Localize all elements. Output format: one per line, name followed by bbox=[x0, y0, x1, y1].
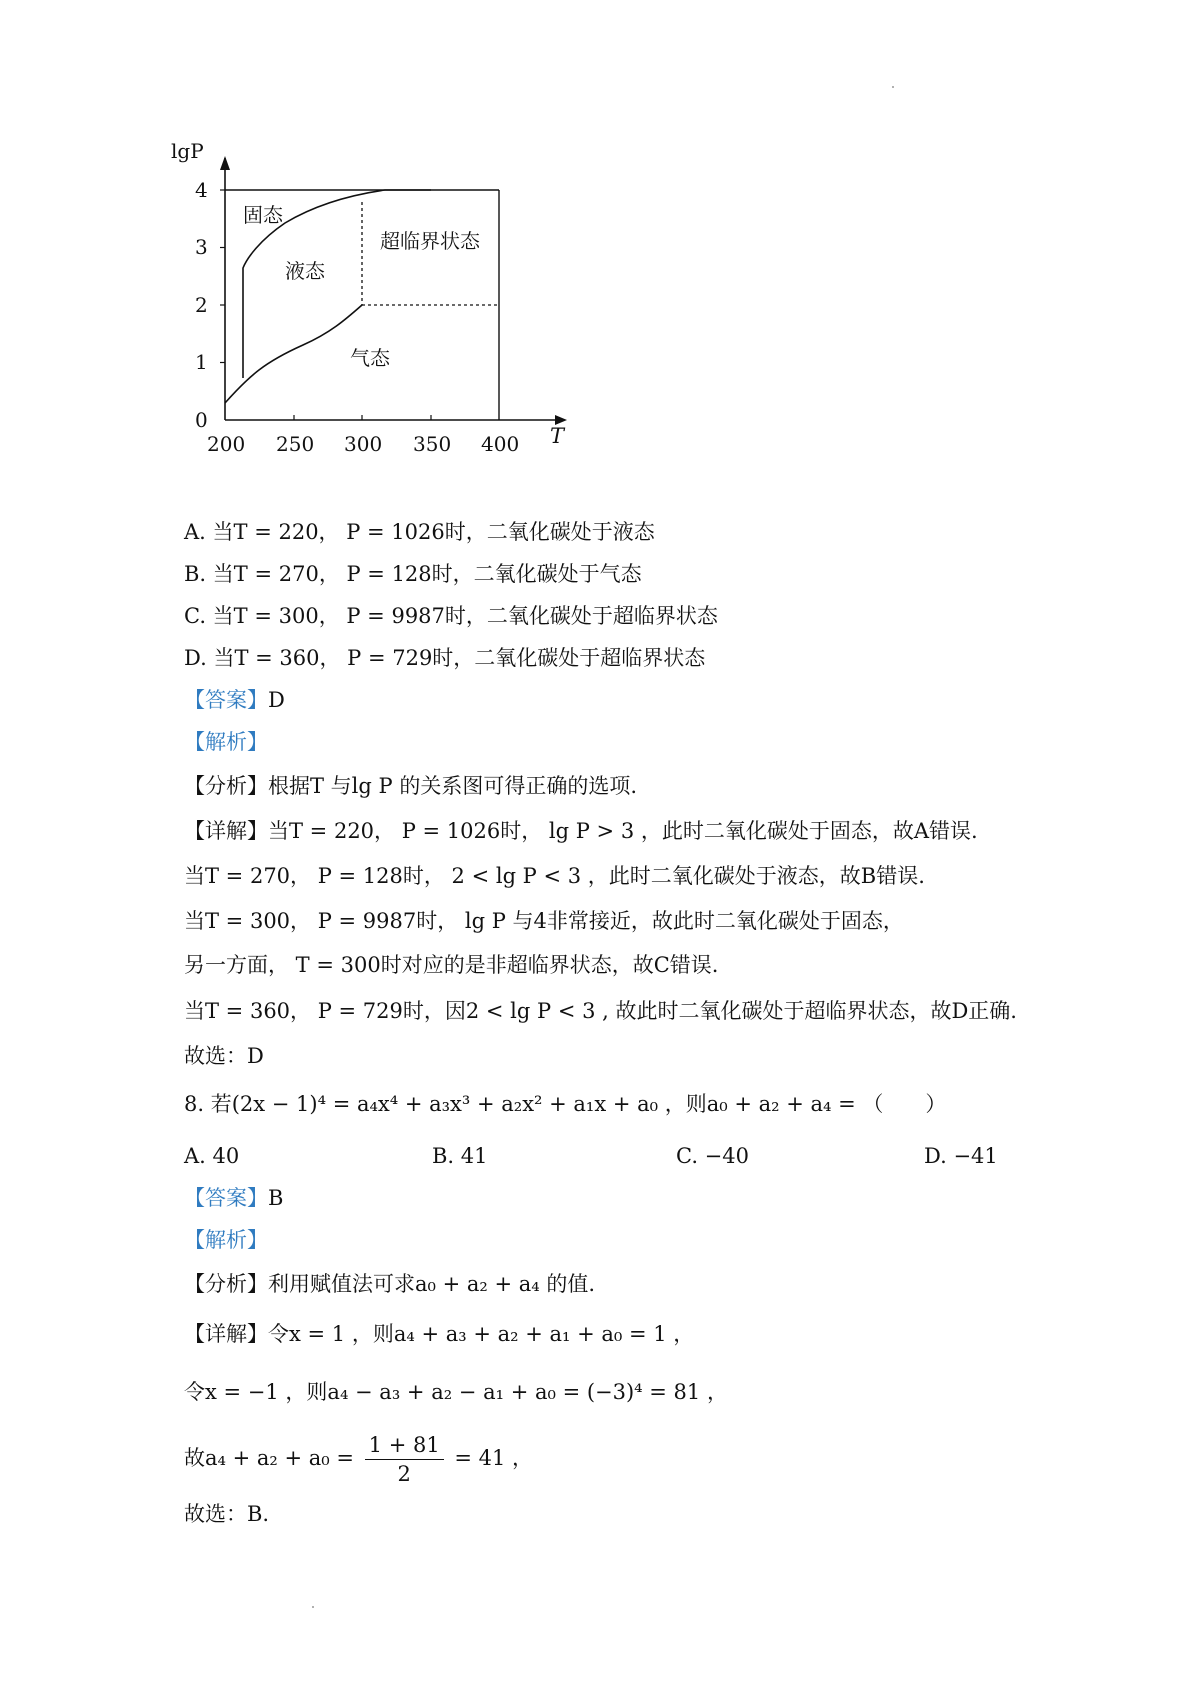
phase-diagram-svg bbox=[165, 140, 575, 470]
region-supercritical-label: 超临界状态 bbox=[380, 229, 480, 253]
q7-option-a: A. 当T = 220， P = 1026时，二氧化碳处于液态 bbox=[184, 520, 655, 544]
q8-fenxi: 【分析】利用赋值法可求a₀ + a₂ + a₄ 的值. bbox=[184, 1272, 596, 1296]
y-tick-3: 3 bbox=[195, 235, 208, 259]
q8-answer-line bbox=[184, 1183, 283, 1213]
q8-fraction bbox=[365, 1431, 444, 1488]
q7-detail-4: 另一方面， T = 300时对应的是非超临界状态，故C错误. bbox=[184, 953, 719, 977]
q8-analysis-tag: 【解析】 bbox=[184, 1228, 268, 1252]
q7-fenxi: 【分析】根据T 与lg P 的关系图可得正确的选项. bbox=[184, 774, 637, 798]
y-axis-arrow bbox=[220, 156, 230, 170]
q8-option-b: B. 41 bbox=[432, 1144, 488, 1168]
q8-option-a: A. 40 bbox=[184, 1144, 240, 1168]
region-liquid-label: 液态 bbox=[285, 259, 325, 283]
gas-liquid-curve bbox=[225, 305, 362, 403]
q8-detail-3-suffix: = 41 ， bbox=[454, 1446, 534, 1470]
q7-detail-2: 当T = 270， P = 128时， 2 < lg P < 3 ，此时二氧化碳处于液态，故B错误. bbox=[184, 864, 925, 888]
q8-stem: 8. 若(2x − 1)⁴ = a₄x⁴ + a₃x³ + a₂x² + a₁x + a₀ ，则a₀ + a₂ + a₄ = （ ） bbox=[184, 1092, 947, 1116]
scan-dot-top bbox=[892, 86, 894, 88]
q7-detail-3: 当T = 300， P = 9987时， lg P 与4非常接近，故此时二氧化碳处于固态， bbox=[184, 909, 904, 933]
q8-detail-3-prefix: 故a₄ + a₂ + a₀ = bbox=[184, 1446, 354, 1470]
scan-dot-bottom bbox=[312, 1606, 314, 1608]
q8-detail-3 bbox=[184, 1428, 533, 1488]
q7-choose: 故选：D bbox=[184, 1044, 264, 1068]
q8-option-c: C. −40 bbox=[676, 1144, 749, 1168]
q8-detail-1: 【详解】令x = 1 ，则a₄ + a₃ + a₂ + a₁ + a₀ = 1 ， bbox=[184, 1322, 695, 1346]
y-tick-2: 2 bbox=[195, 293, 208, 317]
x-tick-200: 200 bbox=[207, 432, 246, 456]
x-tick-300: 300 bbox=[344, 432, 383, 456]
q8-fraction-numerator: 1 + 81 bbox=[365, 1431, 444, 1460]
q7-option-b: B. 当T = 270， P = 128时，二氧化碳处于气态 bbox=[184, 562, 642, 586]
q8-answer-tag: 【答案】 bbox=[184, 1186, 268, 1210]
q8-choose: 故选：B. bbox=[184, 1502, 270, 1526]
q8-detail-2: 令x = −1 ，则a₄ − a₃ + a₂ − a₁ + a₀ = (−3)⁴ = 81 ， bbox=[184, 1380, 728, 1404]
q7-option-c: C. 当T = 300， P = 9987时，二氧化碳处于超临界状态 bbox=[184, 604, 718, 628]
y-tick-4: 4 bbox=[195, 178, 208, 202]
q8-fraction-denominator: 2 bbox=[397, 1462, 411, 1486]
x-axis-label: T bbox=[550, 424, 565, 448]
q7-answer-line bbox=[184, 685, 285, 715]
q7-answer-tag: 【答案】 bbox=[184, 688, 268, 712]
y-axis-label: lgP bbox=[171, 140, 204, 163]
x-tick-350: 350 bbox=[413, 432, 452, 456]
q7-detail-1: 【详解】当T = 220， P = 1026时， lg P > 3 ，此时二氧化碳处于固态，故A错误. bbox=[184, 819, 978, 843]
q8-answer-value: B bbox=[268, 1186, 284, 1210]
x-tick-400: 400 bbox=[481, 432, 520, 456]
x-tick-250: 250 bbox=[276, 432, 315, 456]
q7-analysis-tag: 【解析】 bbox=[184, 730, 268, 754]
y-tick-0: 0 bbox=[195, 408, 208, 432]
q7-option-d: D. 当T = 360， P = 729时，二氧化碳处于超临界状态 bbox=[184, 646, 706, 670]
q7-detail-5: 当T = 360， P = 729时，因2 < lg P < 3 , 故此时二氧化碳处于超临界状态，故D正确. bbox=[184, 999, 1017, 1023]
region-solid-label: 固态 bbox=[243, 203, 283, 227]
y-tick-1: 1 bbox=[195, 350, 208, 374]
q7-answer-value: D bbox=[268, 688, 285, 712]
q8-option-d: D. −41 bbox=[924, 1144, 998, 1168]
phase-diagram bbox=[165, 140, 575, 470]
region-gas-label: 气态 bbox=[350, 346, 390, 370]
